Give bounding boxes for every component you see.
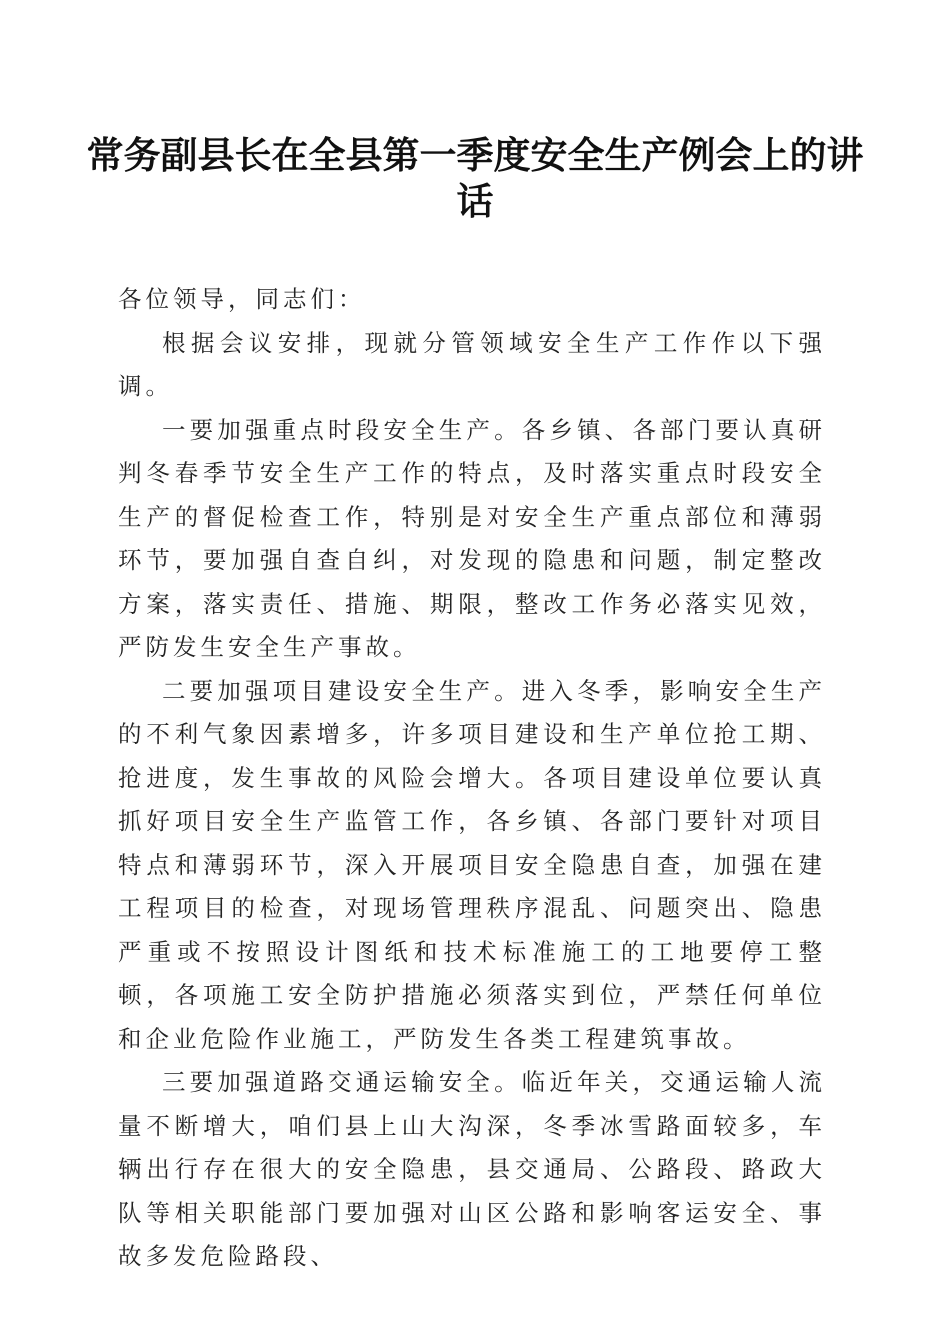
document-title: 常务副县长在全县第一季度安全生产例会上的讲话 <box>86 133 864 223</box>
paragraph-point-1: 一要加强重点时段安全生产。各乡镇、各部门要认真研判冬春季节安全生产工作的特点，及时落实重点时段安全生产的督促检查工作，特别是对安全生产重点部位和薄弱环节，要加强自查自纠，对发现的隐患和问题，制定整改方案，落实责任、措施、期限，整改工作务必落实见效，严防发生安全生产事故。 <box>118 415 826 661</box>
document-body <box>118 278 826 1279</box>
paragraph-point-3: 三要加强道路交通运输安全。临近年关，交通运输人流量不断增大，咱们县上山大沟深，冬季冰雪路面较多，车辆出行存在很大的安全隐患，县交通局、公路段、路政大队等相关职能部门要加强对山区公路和影响客运安全、事故多发危险路段、 <box>118 1068 826 1270</box>
paragraph-intro: 根据会议安排，现就分管领域安全生产工作作以下强调。 <box>118 328 826 400</box>
salutation: 各位领导，同志们： <box>118 285 366 313</box>
paragraph-point-2: 二要加强项目建设安全生产。进入冬季，影响安全生产的不利气象因素增多，许多项目建设和生产单位抢工期、抢进度，发生事故的风险会增大。各项目建设单位要认真抓好项目安全生产监管工作，各乡镇、各部门要针对项目特点和薄弱环节，深入开展项目安全隐患自查，加强在建工程项目的检查，对现场管理秩序混乱、问题突出、隐患严重或不按照设计图纸和技术标准施工的工地要停工整顿，各项施工安全防护措施必须落实到位，严禁任何单位和企业危险作业施工，严防发生各类工程建筑事故。 <box>118 676 826 1053</box>
